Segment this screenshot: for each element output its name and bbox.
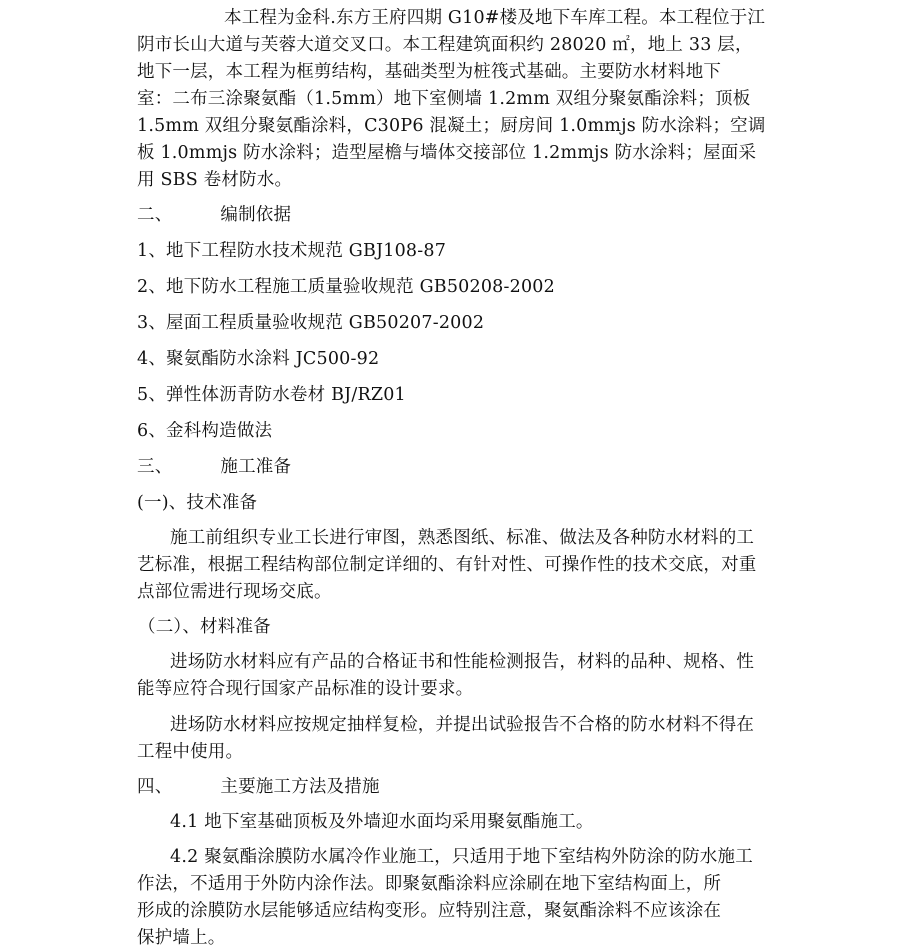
materials-p1-line-1: 进场防水材料应有产品的合格证书和性能检测报告，材料的品种、规格、性: [170, 652, 755, 672]
section4-heading: [137, 775, 380, 799]
technical-line-2: 艺标准，根据工程结构部位制定详细的、有针对性、可操作性的技术交底，对重: [137, 555, 757, 575]
intro-line-4: 室：二布三涂聚氨酯（1.5mm）地下室侧墙 1.2mm 双组分聚氨酯涂料；顶板: [137, 89, 751, 109]
intro-line-3: 地下一层，本工程为框剪结构，基础类型为桩筏式基础。主要防水材料地下: [137, 62, 722, 82]
subsection-technical-title: (一)、技术准备: [137, 493, 258, 513]
reference-item-3: 3、屋面工程质量验收规范 GB50207-2002: [137, 313, 485, 333]
intro-line-5: 1.5mm 双组分聚氨酯涂料，C30P6 混凝土；厨房间 1.0mmjs 防水涂料；空调: [137, 116, 766, 136]
intro-line-6: 板 1.0mmjs 防水涂料；造型屋檐与墙体交接部位 1.2mmjs 防水涂料；屋面采: [137, 143, 757, 163]
section3-heading: [137, 455, 291, 479]
section2-title: 编制依据: [220, 205, 292, 225]
reference-item-2: 2、地下防水工程施工质量验收规范 GB50208-2002: [137, 277, 555, 297]
method-4-2-line-1: 4.2 聚氨酯涂膜防水属冷作业施工，只适用于地下室结构外防涂的防水施工: [170, 847, 753, 867]
section3-title: 施工准备: [220, 457, 292, 477]
materials-p1-line-2: 能等应符合现行国家产品标准的设计要求。: [137, 679, 474, 699]
method-4-2-line-2: 作法，不适用于外防内涂作法。即聚氨酯涂料应涂刷在地下室结构面上，所: [137, 874, 722, 894]
materials-p2-line-1: 进场防水材料应按规定抽样复检，并提出试验报告不合格的防水材料不得在: [170, 715, 755, 735]
reference-item-4: 4、聚氨酯防水涂料 JC500-92: [137, 349, 380, 369]
technical-line-1: 施工前组织专业工长进行审图，熟悉图纸、标准、做法及各种防水材料的工: [170, 528, 755, 548]
reference-item-6: 6、金科构造做法: [137, 421, 273, 441]
section2-number: 二、: [137, 205, 173, 225]
intro-line-2: 阴市长山大道与芙蓉大道交叉口。本工程建筑面积约 28020 ㎡，地上 33 层，: [137, 35, 753, 55]
section4-title: 主要施工方法及措施: [220, 777, 380, 797]
method-4-1: 4.1 地下室基础顶板及外墙迎水面均采用聚氨酯施工。: [170, 812, 594, 832]
materials-p2-line-2: 工程中使用。: [137, 742, 244, 762]
subsection-materials-title: （二）、材料准备: [138, 617, 271, 637]
reference-item-1: 1、地下工程防水技术规范 GBJ108-87: [137, 241, 447, 261]
section4-number: 四、: [137, 777, 173, 797]
section3-number: 三、: [137, 457, 173, 477]
method-4-2-line-4: 保护墙上。: [137, 928, 226, 948]
intro-line-7: 用 SBS 卷材防水。: [137, 170, 293, 190]
intro-line-1: 本工程为金科.东方王府四期 G10#楼及地下车库工程。本工程位于江: [224, 8, 766, 28]
section2-heading: [137, 203, 291, 227]
reference-item-5: 5、弹性体沥青防水卷材 BJ/RZ01: [137, 385, 406, 405]
method-4-2-line-3: 形成的涂膜防水层能够适应结构变形。应特别注意，聚氨酯涂料不应该涂在: [137, 901, 722, 921]
technical-line-3: 点部位需进行现场交底。: [137, 582, 332, 602]
